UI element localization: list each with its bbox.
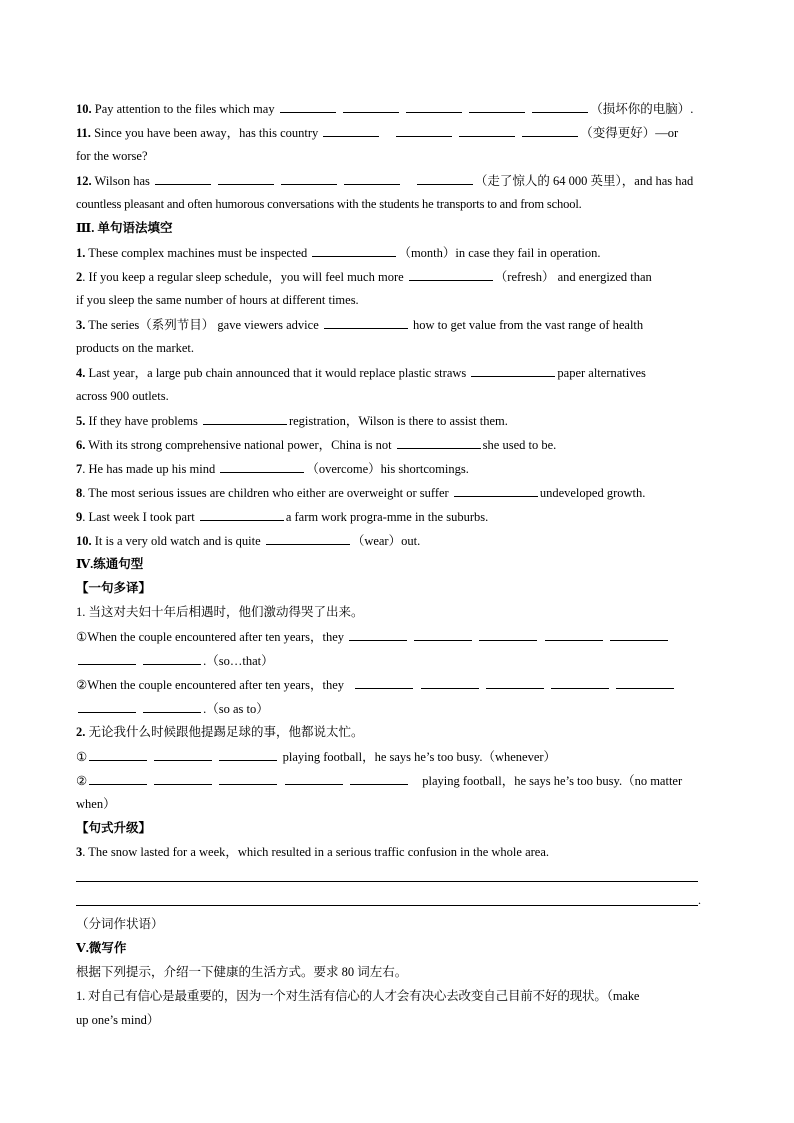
worksheet-page (76, 96, 720, 1032)
section-5-heading: Ⅴ.微写作 (76, 941, 127, 955)
grammar-q6 (76, 432, 720, 456)
question-number: 10. (76, 534, 92, 548)
answer-line[interactable] (76, 864, 720, 888)
grammar-q4-continued: across 900 outlets. (76, 389, 169, 403)
grammar-q5 (76, 408, 720, 432)
answer-blank[interactable] (343, 100, 399, 113)
answer-blank[interactable] (421, 676, 479, 689)
answer-blank[interactable] (200, 508, 284, 521)
answer-blank[interactable] (355, 676, 413, 689)
answer-blank[interactable] (616, 676, 674, 689)
question-text: . The snow lasted for a week，which resulted in a serious traffic confusion in the whole area. (82, 845, 550, 859)
question-text-after: （month）in case they fail in operation. (398, 246, 601, 260)
grammar-q10 (76, 528, 720, 552)
question-text-after: （overcome）his shortcomings. (306, 462, 469, 476)
answer-blank[interactable] (459, 124, 515, 137)
answer-blank[interactable] (409, 268, 493, 281)
translate-q2-b (76, 768, 720, 792)
subheading-upgrade: 【句式升级】 (76, 821, 152, 835)
writing-q1: 1. 对自己有信心是最重要的，因为一个对生活有信心的人才会有决心去改变自己目前不好的现状。（make (76, 989, 640, 1003)
question-number: 1. (76, 246, 86, 260)
answer-blank[interactable] (454, 484, 538, 497)
grammar-q2-continued: if you sleep the same number of hours at different times. (76, 293, 359, 307)
question-text: playing football，he says he’s too busy.（no matter (422, 774, 683, 788)
question-hint: （损坏你的电脑）. (590, 102, 694, 116)
grammar-q3-continued: products on the market. (76, 341, 195, 355)
grammar-q2 (76, 264, 720, 288)
translate-q2 (76, 720, 720, 744)
question-hint: （走了惊人的 64 000 英里），and has had (474, 174, 694, 188)
question-12 (76, 168, 720, 192)
question-text: The series（系列节目） gave viewers advice (85, 318, 319, 332)
question-text: 当这对夫妇十年后相遇时，他们激动得哭了出来。 (85, 605, 364, 619)
question-text: . Last week I took part (82, 510, 195, 524)
question-number: 2 (76, 270, 83, 284)
translate-q2-b-continued: when） (76, 797, 116, 811)
question-hint: .（so as to） (203, 702, 269, 716)
question-text: . If you keep a regular sleep schedule，you will feel much more (82, 270, 404, 284)
answer-blank[interactable] (78, 652, 136, 665)
grammar-q7 (76, 456, 720, 480)
question-marker: ② (76, 774, 88, 788)
question-number: 12. (76, 174, 92, 188)
question-hint: .（so…that） (203, 654, 274, 668)
question-text: Wilson has (91, 174, 150, 188)
answer-blank[interactable] (397, 436, 481, 449)
answer-blank[interactable] (349, 628, 407, 641)
question-11 (76, 120, 720, 144)
question-text: ①When the couple encountered after ten years，they (76, 630, 345, 644)
answer-blank[interactable] (545, 628, 603, 641)
question-12-continued: countless pleasant and often humorous conversations with the students he transports to and from school. (76, 197, 582, 211)
answer-blank[interactable] (266, 532, 350, 545)
answer-blank[interactable] (471, 364, 555, 377)
grammar-q4 (76, 360, 720, 384)
question-number: 11. (76, 126, 91, 140)
grammar-q1 (76, 240, 720, 264)
answer-blank[interactable] (414, 628, 472, 641)
answer-line-end-period: . (698, 893, 701, 907)
question-number: 1. (76, 605, 86, 619)
question-text-after: how to get value from the vast range of health (409, 318, 644, 332)
question-number: 10. (76, 102, 92, 116)
grammar-q8 (76, 480, 720, 504)
answer-blank[interactable] (89, 748, 147, 761)
section-3-heading: Ⅲ. 单句语法填空 (76, 221, 173, 235)
answer-blank[interactable] (285, 772, 343, 785)
answer-blank[interactable] (89, 772, 147, 785)
question-hint: （变得更好）—or (580, 126, 679, 140)
upgrade-hint: （分词作状语） (76, 917, 164, 931)
translate-q1-a (76, 624, 720, 648)
question-text-after: undeveloped growth. (539, 486, 646, 500)
answer-blank[interactable] (280, 100, 336, 113)
translate-q2-a (76, 744, 720, 768)
translate-q1-b (76, 672, 720, 696)
grammar-q9 (76, 504, 720, 528)
answer-blank[interactable] (344, 172, 400, 185)
question-text: playing football，he says he’s too busy.（whenever） (282, 750, 557, 764)
translate-q1-b-continued (76, 696, 720, 720)
question-text: It is a very old watch and is quite (91, 534, 261, 548)
answer-blank[interactable] (143, 652, 201, 665)
question-number: 7 (76, 462, 83, 476)
question-number: 8 (76, 486, 83, 500)
answer-blank[interactable] (154, 748, 212, 761)
answer-blank[interactable] (417, 172, 473, 185)
question-marker: ① (76, 750, 88, 764)
answer-blank[interactable] (78, 700, 136, 713)
question-text: . He has made up his mind (82, 462, 216, 476)
question-text-after: registration，Wilson is there to assist them. (288, 414, 508, 428)
answer-blank[interactable] (218, 172, 274, 185)
question-text: ②When the couple encountered after ten years，they (76, 678, 345, 692)
question-text: 无论我什么时候跟他提踢足球的事，他都说太忙。 (85, 725, 364, 739)
question-text: If they have problems (85, 414, 198, 428)
answer-blank[interactable] (469, 100, 525, 113)
question-text-after: （wear）out. (351, 534, 421, 548)
question-text: With its strong comprehensive national power，China is not (85, 438, 392, 452)
answer-blank[interactable] (396, 124, 452, 137)
writing-q1-continued: up one’s mind） (76, 1013, 160, 1027)
answer-blank[interactable] (220, 460, 304, 473)
answer-line[interactable] (76, 888, 720, 912)
grammar-q3 (76, 312, 720, 336)
answer-blank[interactable] (324, 316, 408, 329)
question-11-continued: for the worse? (76, 149, 148, 163)
section-4-heading: Ⅳ.练通句型 (76, 557, 144, 571)
answer-blank[interactable] (551, 676, 609, 689)
answer-blank[interactable] (155, 172, 211, 185)
answer-blank[interactable] (143, 700, 201, 713)
question-number: 3. (76, 318, 86, 332)
answer-blank[interactable] (312, 244, 396, 257)
question-text: Last year，a large pub chain announced that it would replace plastic straws (85, 366, 467, 380)
answer-blank[interactable] (406, 100, 462, 113)
question-number: 4. (76, 366, 86, 380)
question-text: Pay attention to the files which may (91, 102, 275, 116)
answer-blank[interactable] (219, 772, 277, 785)
answer-blank[interactable] (323, 124, 379, 137)
answer-blank[interactable] (479, 628, 537, 641)
answer-blank[interactable] (610, 628, 668, 641)
upgrade-q3 (76, 840, 720, 864)
writing-intro: 根据下列提示，介绍一下健康的生活方式。要求 80 词左右。 (76, 965, 408, 979)
answer-blank[interactable] (532, 100, 588, 113)
question-text-after: she used to be. (482, 438, 557, 452)
question-number: 3 (76, 845, 83, 859)
subheading-translation: 【一句多译】 (76, 581, 152, 595)
question-number: 2. (76, 725, 86, 739)
answer-blank[interactable] (281, 172, 337, 185)
question-text-after: paper alternatives (557, 366, 646, 380)
answer-blank[interactable] (154, 772, 212, 785)
question-text-after: a farm work progra-mme in the suburbs. (285, 510, 489, 524)
answer-blank[interactable] (203, 412, 287, 425)
translate-q1-a-continued (76, 648, 720, 672)
question-text: Since you have been away，has this country (90, 126, 319, 140)
translate-q1 (76, 600, 720, 624)
answer-blank[interactable] (486, 676, 544, 689)
question-number: 5. (76, 414, 86, 428)
question-text: . The most serious issues are children who either are overweight or suffer (82, 486, 449, 500)
answer-blank[interactable] (350, 772, 408, 785)
answer-blank[interactable] (522, 124, 578, 137)
question-10 (76, 96, 720, 120)
question-text: These complex machines must be inspected (85, 246, 308, 260)
question-number: 9 (76, 510, 83, 524)
question-number: 6. (76, 438, 86, 452)
answer-blank[interactable] (219, 748, 277, 761)
question-text-after: （refresh） and energized than (494, 270, 652, 284)
